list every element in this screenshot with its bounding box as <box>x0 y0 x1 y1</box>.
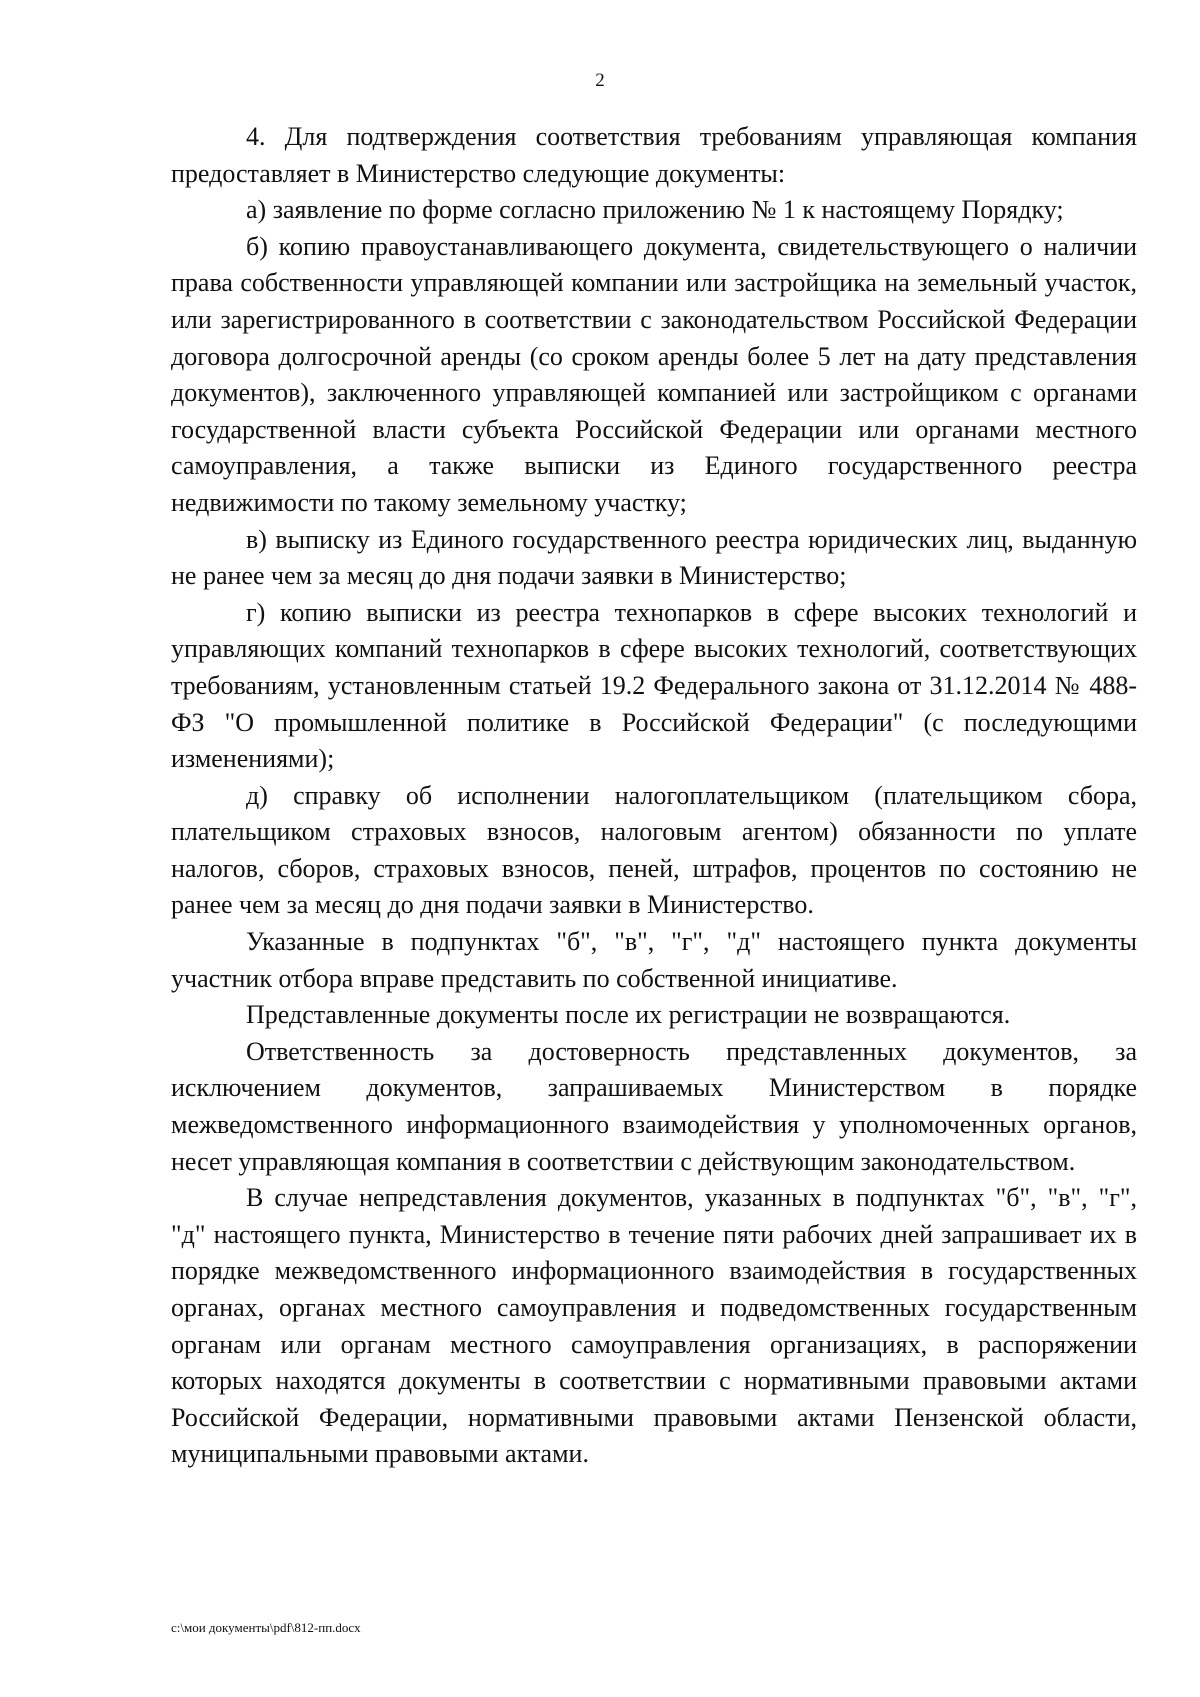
paragraph-subitem-d: д) справку об исполнении налогоплательщиком (плательщиком сбора, плательщиком страховых взносов, налоговым агентом) обязанности по уплате налогов, сборов, страховых взносов, пеней, штрафов, процентов по состоянию не ранее чем за месяц до дня подачи заявки в Министерство. <box>171 780 1137 920</box>
paragraph-subitem-v: в) выписку из Единого государственного реестра юридических лиц, выданную не ранее чем за месяц до дня подачи заявки в Министерство; <box>171 524 1137 591</box>
document-body <box>171 119 1137 1473</box>
paragraph-responsibility: Ответственность за достоверность представленных документов, за исключением документов, запрашиваемых Министерством в порядке межведомственного информационного взаимодействия у уполномоченных органов, несет управляющая компания в соответствии с действующим законодательством. <box>171 1036 1137 1176</box>
paragraph-subitem-a: а) заявление по форме согласно приложению № 1 к настоящему Порядку; <box>246 195 1064 225</box>
paragraph-own-initiative: Указанные в подпунктах "б", "в", "г", "д" настоящего пункта документы участник отбора вправе представить по собственной инициативе. <box>171 927 1137 993</box>
page-number: 2 <box>595 70 605 91</box>
paragraph-subitem-g: г) копию выписки из реестра технопарков в сфере высоких технологий и управляющих компаний технопарков в сфере высоких технологий, соответствующих требованиям, установленным статьей 19.2 Федерального закона от 31.12.2014 № 488-ФЗ "О промышленной политике в Российской Федерации" (с последующими изменениями); <box>171 597 1137 774</box>
footer-file-path: c:\мои документы\pdf\812-пп.docx <box>171 1620 361 1635</box>
paragraph-not-returned: Представленные документы после их регистрации не возвращаются. <box>246 1000 1011 1030</box>
paragraph-item-4-intro: 4. Для подтверждения соответствия требованиям управляющая компания предоставляет в Министерство следующие документы: <box>171 122 1137 188</box>
paragraph-interagency-request: В случае непредставления документов, указанных в подпунктах "б", "в", "г", "д" настоящего пункта, Министерство в течение пяти рабочих дней запрашивает их в порядке межведомственного информационного взаимодействия в государственных органах, органах местного самоуправления и подведомственных государственным органам или органам местного самоуправления организациях, в распоряжении которых находятся документы в соответствии с нормативными правовыми актами Российской Федерации, нормативными правовыми актами Пензенской области, муниципальными правовыми актами. <box>171 1183 1137 1469</box>
paragraph-subitem-b: б) копию правоустанавливающего документа, свидетельствующего о наличии права собственности управляющей компании или застройщика на земельный участок, или зарегистрированного в соответствии с законодательством Российской Федерации договора долгосрочной аренды (со сроком аренды более 5 лет на дату представления документов), заключенного управляющей компанией или застройщиком с органами государственной власти субъекта Российской Федерации или органами местного самоуправления, а также выписки из Единого государственного реестра недвижимости по такому земельному участку; <box>171 231 1137 517</box>
